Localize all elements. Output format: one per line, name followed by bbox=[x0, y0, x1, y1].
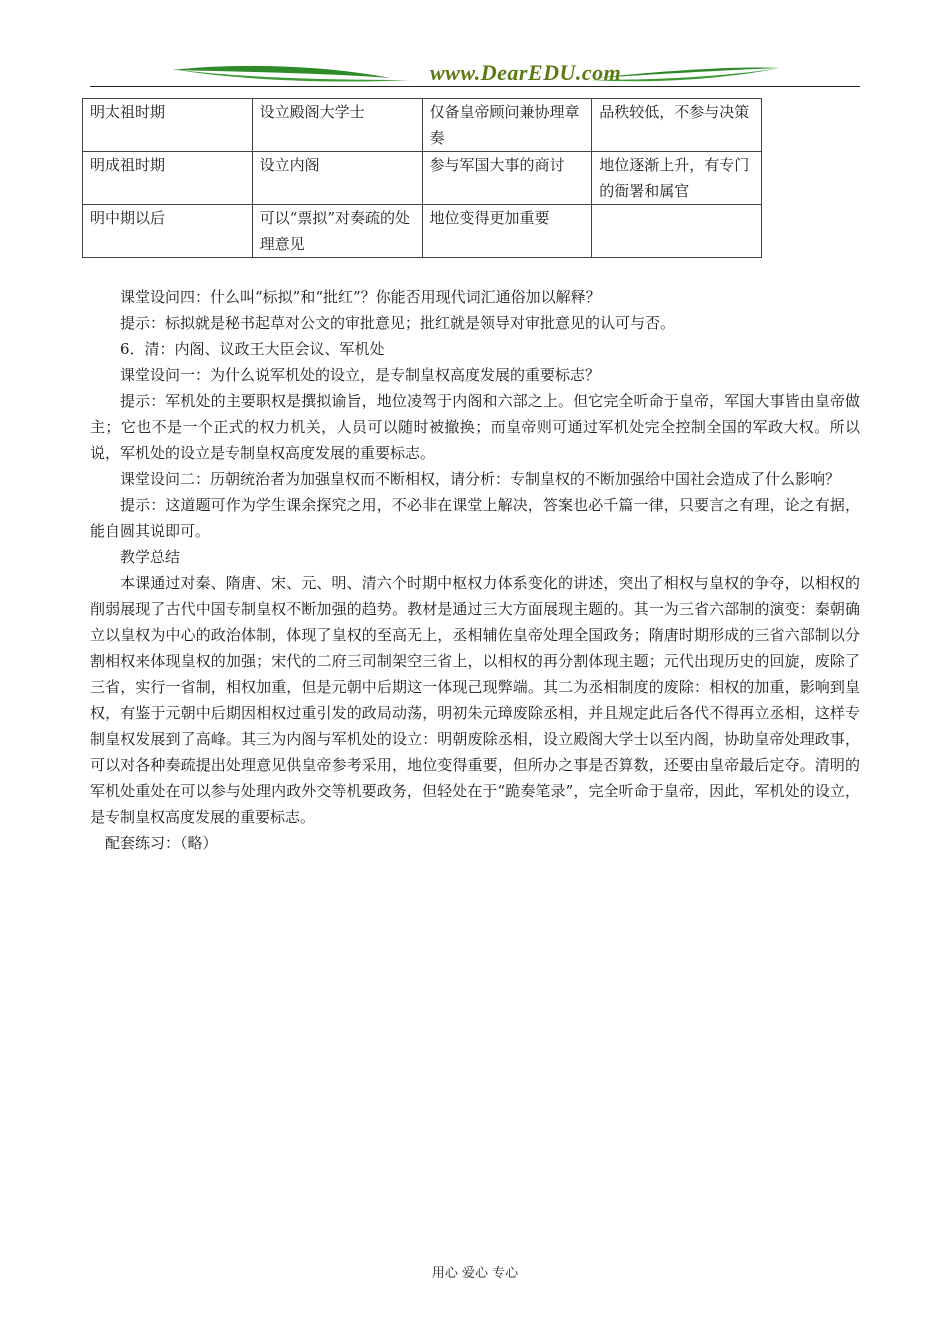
page-footer: 用心 爱心 专心 bbox=[431, 1266, 519, 1281]
header-rule bbox=[90, 86, 860, 87]
table-cell: 设立殿阁大学士 bbox=[252, 99, 422, 152]
table-cell: 地位变得更加重要 bbox=[422, 205, 592, 258]
table-cell: 地位逐渐上升，有专门的衙署和属官 bbox=[592, 152, 762, 205]
table-cell: 仅备皇帝顾问兼协理章奏 bbox=[422, 99, 592, 152]
table-row bbox=[83, 205, 762, 258]
teaching-summary-heading: 教学总结 bbox=[120, 548, 181, 566]
site-logo[interactable]: www.DearEDU.com bbox=[430, 60, 622, 85]
table-cell: 明中期以后 bbox=[83, 205, 253, 258]
hint-paragraph: 提示：军机处的主要职权是撰拟谕旨，地位凌驾于内阁和六部之上。但它完全听命于皇帝，军国大事皆由皇帝做主；它也不是一个正式的权力机关，人员可以随时被撤换；而皇帝则可通过军机处完全控制全国的军政大权。所以说，军机处的设立是专制皇权高度发展的重要标志。 bbox=[90, 392, 860, 462]
section-heading-qing: 6．清：内阁、议政王大臣会议、军机处 bbox=[120, 340, 385, 358]
table-cell: 明太祖时期 bbox=[83, 99, 253, 152]
teaching-summary-body: 本课通过对秦、隋唐、宋、元、明、清六个时期中枢权力体系变化的讲述，突出了相权与皇权的争夺，以相权的削弱展现了古代中国专制皇权不断加强的趋势。教材是通过三大方面展现主题的。其一为三省六部制的演变：秦朝确立以皇权为中心的政治体制，体现了皇权的至高无上，丞相辅佐皇帝处理全国政务；隋唐时期形成的三省六部制以分割相权来体现皇权的加强；宋代的二府三司制架空三省上，以相权的再分割体现主题；元代出现历史的回旋，废除了三省，实行一省制，相权加重，但是元朝中后期这一体现己现弊端。其二为丞相制度的废除：相权的加重，影响到皇权，有鉴于元朝中后期因相权过重引发的政局动荡，明初朱元璋废除丞相，并且规定此后各代不得再立丞相，这样专制皇权发展到了高峰。其三为内阁与军机处的设立：明朝废除丞相，设立殿阁大学士以至内阁，协助皇帝处理政事，可以对各种奏疏提出处理意见供皇帝参考采用，地位变得重要，但所办之事是否算数，还要由皇帝最后定夺。清明的军机处重处在可以参与处理内政外交等机要政务，但轻处在于“跪奏笔录”，完全听命于皇帝，因此，军机处的设立，是专制皇权高度发展的重要标志。 bbox=[90, 574, 860, 826]
table-cell: 可以“票拟”对奏疏的处理意见 bbox=[252, 205, 422, 258]
table-row bbox=[83, 152, 762, 205]
question-two: 课堂设问二：历朝统治者为加强皇权而不断相权，请分析：专制皇权的不断加强给中国社会造成了什么影响？ bbox=[120, 470, 841, 488]
table-cell: 明成祖时期 bbox=[83, 152, 253, 205]
table-cell: 参与军国大事的商讨 bbox=[422, 152, 592, 205]
question-one: 课堂设问一：为什么说军机处的设立，是专制皇权高度发展的重要标志？ bbox=[120, 366, 601, 384]
table-row bbox=[83, 99, 762, 152]
hint-paragraph: 提示：标拟就是秘书起草对公文的审批意见；批红就是领导对审批意见的认可与否。 bbox=[120, 314, 676, 332]
body-text bbox=[90, 284, 860, 856]
hint-paragraph: 提示：这道题可作为学生课余探究之用，不必非在课堂上解决，答案也必千篇一律，只要言之有理，论之有据，能自圆其说即可。 bbox=[90, 496, 860, 540]
page-header bbox=[90, 58, 860, 90]
table-cell: 品秩较低，不参与决策 bbox=[592, 99, 762, 152]
history-table bbox=[82, 98, 762, 258]
practice-note: 配套练习：（略） bbox=[105, 834, 218, 852]
question-four: 课堂设问四：什么叫“标拟”和“批红”？你能否用现代词汇通俗加以解释？ bbox=[120, 288, 601, 306]
table-cell: 设立内阁 bbox=[252, 152, 422, 205]
table-cell bbox=[592, 205, 762, 258]
